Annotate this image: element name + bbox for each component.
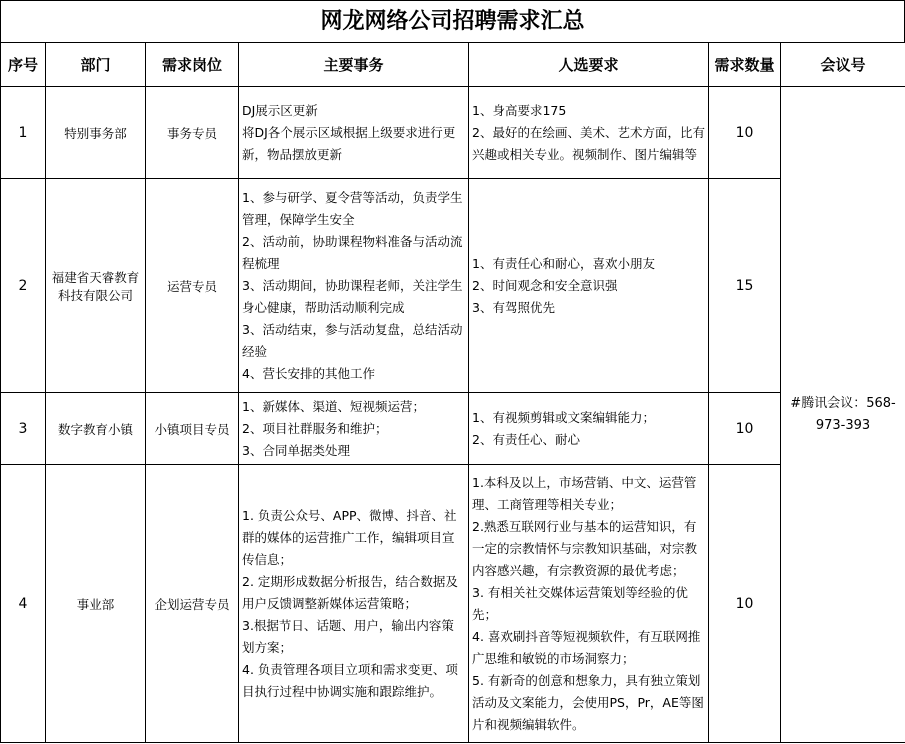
requirement-line: 2、最好的在绘画、美术、艺术方面，比有兴趣或相关专业。视频制作、图片编辑等 bbox=[472, 124, 705, 162]
cell-duties bbox=[239, 393, 469, 465]
requirement-line: 1、身高要求175 bbox=[472, 102, 567, 118]
cell-requirements bbox=[469, 465, 709, 743]
header-row bbox=[1, 43, 905, 87]
cell-position: 小镇项目专员 bbox=[146, 393, 239, 465]
table-row bbox=[1, 87, 905, 179]
duty-line: 3、合同单据类处理 bbox=[242, 442, 350, 458]
header-count: 需求数量 bbox=[709, 43, 781, 87]
requirement-line: 2、时间观念和安全意识强 bbox=[472, 277, 618, 293]
duty-line: 2. 定期形成数据分析报告，结合数据及用户反馈调整新媒体运营策略； bbox=[242, 573, 458, 611]
duty-line: DJ展示区更新 bbox=[242, 102, 318, 118]
cell-seq: 4 bbox=[1, 465, 46, 743]
cell-count: 15 bbox=[709, 179, 781, 393]
duty-line: 4、营长安排的其他工作 bbox=[242, 365, 375, 381]
header-requirements: 人选要求 bbox=[469, 43, 709, 87]
header-position: 需求岗位 bbox=[146, 43, 239, 87]
duty-line: 3、活动结束，参与活动复盘，总结活动经验 bbox=[242, 321, 463, 359]
cell-duties bbox=[239, 179, 469, 393]
cell-seq: 2 bbox=[1, 179, 46, 393]
requirement-line: 1.本科及以上，市场营销、中文、运营管理、工商管理等相关专业； bbox=[472, 474, 697, 512]
duty-line: 将DJ各个展示区域根据上级要求进行更新，物品摆放更新 bbox=[242, 124, 456, 162]
recruitment-table bbox=[0, 42, 905, 743]
requirement-line: 2、有责任心、耐心 bbox=[472, 431, 580, 447]
requirement-line: 2.熟悉互联网行业与基本的运营知识，有一定的宗教情怀与宗教知识基础，对宗教内容感兴趣，有宗教资源的最优考虑； bbox=[472, 518, 698, 578]
cell-duties bbox=[239, 87, 469, 179]
cell-count: 10 bbox=[709, 465, 781, 743]
requirement-line: 1、有视频剪辑或文案编辑能力； bbox=[472, 409, 655, 425]
cell-dept: 福建省天睿教育科技有限公司 bbox=[46, 179, 146, 393]
cell-duties bbox=[239, 465, 469, 743]
duty-line: 1. 负责公众号、APP、微博、抖音、社群的媒体的运营推广工作，编辑项目宣传信息； bbox=[242, 507, 457, 567]
requirement-line: 4. 喜欢刷抖音等短视频软件，有互联网推广思维和敏锐的市场洞察力； bbox=[472, 628, 701, 666]
cell-position: 事务专员 bbox=[146, 87, 239, 179]
cell-meeting: #腾讯会议：568-973-393 bbox=[781, 87, 905, 743]
cell-count: 10 bbox=[709, 393, 781, 465]
cell-seq: 1 bbox=[1, 87, 46, 179]
duty-line: 4. 负责管理各项目立项和需求变更、项目执行过程中协调实施和跟踪维护。 bbox=[242, 661, 458, 699]
cell-dept: 事业部 bbox=[46, 465, 146, 743]
sheet-title: 网龙网络公司招聘需求汇总 bbox=[0, 0, 905, 42]
cell-dept: 数字教育小镇 bbox=[46, 393, 146, 465]
cell-position: 企划运营专员 bbox=[146, 465, 239, 743]
cell-requirements bbox=[469, 393, 709, 465]
header-seq: 序号 bbox=[1, 43, 46, 87]
duty-line: 3.根据节日、话题、用户，输出内容策划方案； bbox=[242, 617, 454, 655]
header-dept: 部门 bbox=[46, 43, 146, 87]
cell-count: 10 bbox=[709, 87, 781, 179]
cell-requirements bbox=[469, 179, 709, 393]
header-meeting: 会议号 bbox=[781, 43, 905, 87]
duty-line: 2、活动前，协助课程物料准备与活动流程梳理 bbox=[242, 233, 463, 271]
cell-position: 运营专员 bbox=[146, 179, 239, 393]
requirement-line: 5. 有新奇的创意和想象力，具有独立策划活动及文案能力，会使用PS，Pr，AE等图片和视频编辑软件。 bbox=[472, 672, 704, 732]
duty-line: 3、活动期间，协助课程老师，关注学生身心健康，帮助活动顺利完成 bbox=[242, 277, 463, 315]
duty-line: 1、新媒体、渠道、短视频运营； bbox=[242, 398, 425, 414]
table-row bbox=[1, 393, 905, 465]
requirement-line: 3. 有相关社交媒体运营策划等经验的优先； bbox=[472, 584, 688, 622]
cell-requirements bbox=[469, 87, 709, 179]
table-row bbox=[1, 465, 905, 743]
table-row bbox=[1, 179, 905, 393]
duty-line: 1、参与研学、夏令营等活动，负责学生管理，保障学生安全 bbox=[242, 189, 463, 227]
header-duties: 主要事务 bbox=[239, 43, 469, 87]
cell-dept: 特别事务部 bbox=[46, 87, 146, 179]
requirement-line: 1、有责任心和耐心，喜欢小朋友 bbox=[472, 255, 655, 271]
cell-seq: 3 bbox=[1, 393, 46, 465]
requirement-line: 3、有驾照优先 bbox=[472, 299, 555, 315]
duty-line: 2、项目社群服务和维护； bbox=[242, 420, 388, 436]
